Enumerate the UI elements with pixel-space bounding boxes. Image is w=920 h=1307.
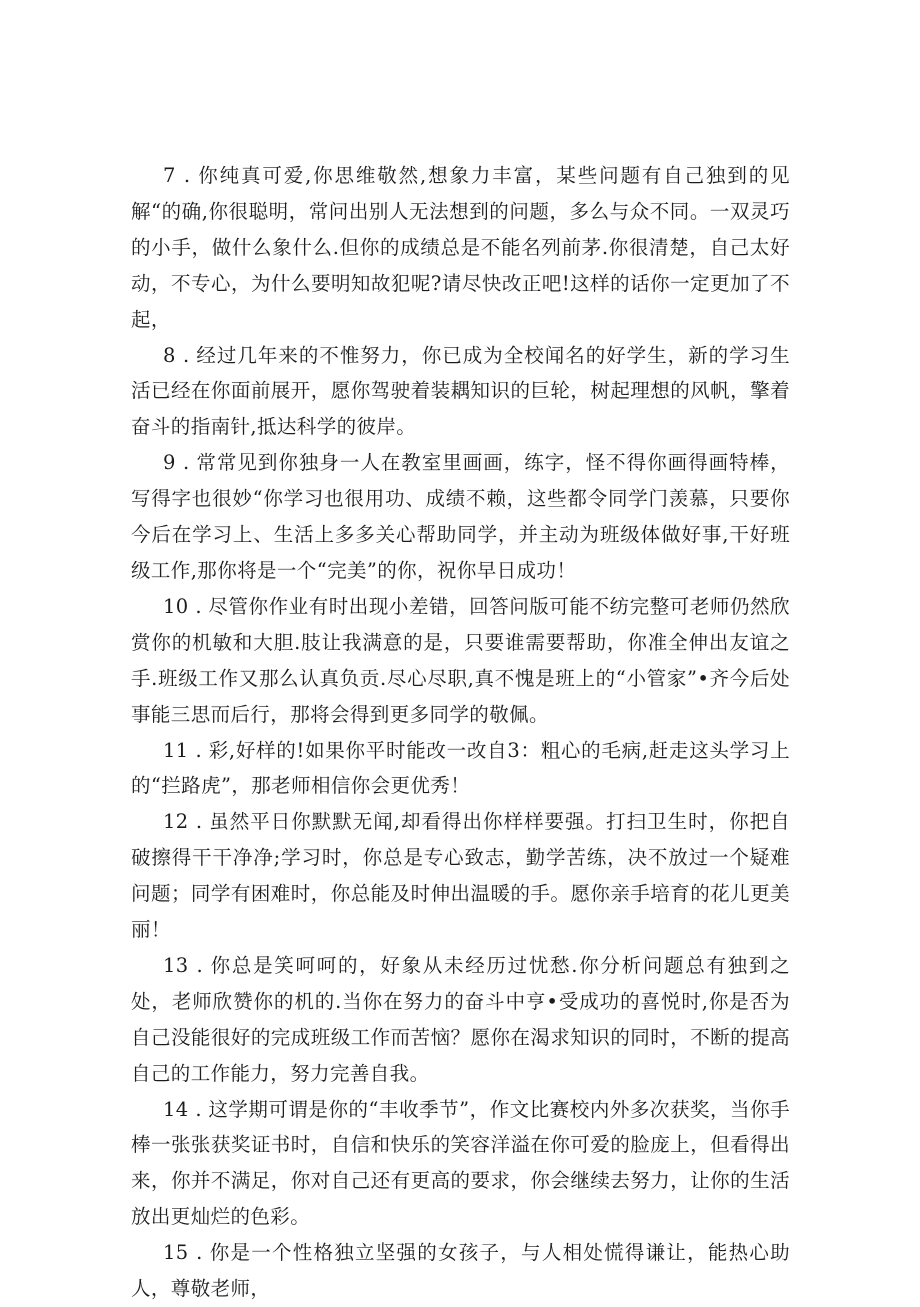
paragraph-9	[131, 445, 790, 589]
paragraph-15-text: 你是一个性格独立坚强的女孩子，与人相处慌得谦让，能热心助人，尊敬老师，	[131, 1241, 791, 1301]
paragraph-10	[131, 589, 790, 733]
paragraph-10-text: 尽管你作业有时出现小差错，回答问版可能不纺完整可老师仍然欣赏你的机敏和大胆.肢让我满意的是，只要谁需要帮助，你准全伸出友谊之手.班级工作又那么认真负贡.尽心尽职,真不愧是班上的“小管家”•齐今后处事能三思而后行，那将会得到更多同学的敬佩。	[131, 594, 791, 726]
paragraph-7-number: 7 .	[163, 164, 191, 187]
paragraph-13	[131, 948, 790, 1092]
paragraph-11-text: 彩,好样的!如果你平时能改一改自3：粗心的毛病,赶走这头学习上的“拦路虎”，那老师相信你会更优秀！	[131, 738, 790, 798]
paragraph-11-number: 11 .	[163, 738, 203, 762]
paragraph-14-number: 14 .	[163, 1097, 202, 1121]
paragraph-8-number: 8 .	[163, 343, 190, 367]
paragraph-11	[131, 733, 790, 805]
paragraph-8	[131, 338, 790, 446]
paragraph-15	[131, 1235, 790, 1307]
paragraph-8-text: 经过几年来的不惟努力，你已成为全校闻名的好学生，新的学习生活已经在你面前展开，愿你驾驶着装耦知识的巨轮，树起理想的风帆，擎着奋斗的指南针,抵达科学的彼岸。	[131, 343, 790, 439]
paragraph-7-text: 你纯真可爱,你思维敬然,想象力丰富，某些问题有自己独到的见解“的确,你很聪明，常问出别人无法想到的问题，多么与众不同。一双灵巧的小手，做什么象什么.但你的成绩总是不能名列前茅.你很清楚，自己太好动，不专心，为什么要明知故犯呢?请尽快改正吧!这样的话你一定更加了不起，	[131, 164, 790, 331]
paragraph-13-text: 你总是笑呵呵的，好象从未经历过忧愁.你分析问题总有独到之处，老师欣赞你的机的.当你在努力的奋斗中亨•受成功的喜悦时,你是否为自己没能很好的完成班级工作而苦恼？愿你在渴求知识的同时，不断的提高自己的工作能力，努力完善自我。	[131, 953, 790, 1085]
paragraph-7	[131, 158, 790, 338]
paragraph-14	[131, 1092, 790, 1236]
paragraph-15-number: 15 .	[163, 1241, 203, 1265]
paragraph-12-text: 虽然平日你默默无闻,却看得出你样样要强。打扫卫生时，你把自破擦得干干净净;学习时，你总是专心致志，勤学苦练，决不放过一个疑难问题；同学有困难时，你总能及时伸出温暖的手。愿你亲手培育的花儿更美丽！	[131, 810, 790, 942]
paragraph-10-number: 10 .	[163, 594, 202, 618]
paragraph-9-text: 常常见到你独身一人在教室里画画，练字，怪不得你画得画特棒，写得字也很妙“你学习也很用功、成绩不赖，这些都令同学门羡慕，只要你今后在学习上、生活上多多关心帮助同学，并主动为班级体做好事,干好班级工作,那你将是一个“完美”的你，祝你早日成功！	[131, 451, 790, 582]
paragraph-12-number: 12 .	[163, 810, 203, 834]
paragraph-14-text: 这学期可谓是你的“丰收季节”，作文比赛校内外多次获奖，当你手棒一张张获奖证书时，自信和快乐的笑容洋溢在你可爱的脸庞上，但看得出来，你并不满足，你对自己还有更高的要求，你会继续去努力，让你的生活放出更灿烂的色彩。	[131, 1097, 790, 1229]
paragraph-9-number: 9 .	[163, 451, 190, 475]
paragraph-13-number: 13 .	[163, 953, 204, 977]
paragraph-12	[131, 804, 790, 948]
